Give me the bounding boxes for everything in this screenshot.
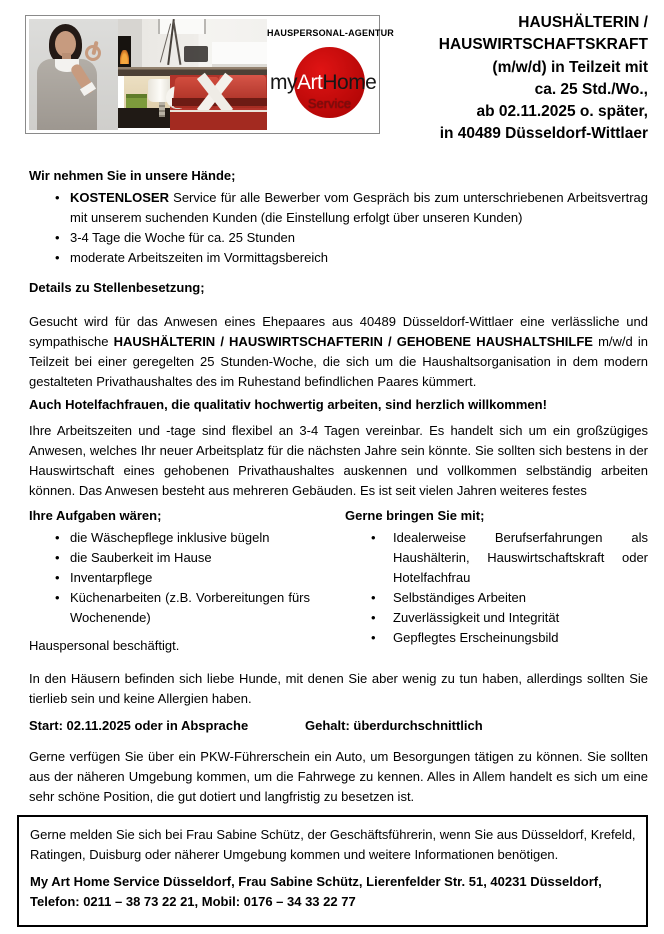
- paragraph-text: Gesucht wird für das Anwesen eines Ehepaares aus 40489 Düsseldorf-Wittlaer eine verlässliche und sympathische: [29, 314, 648, 349]
- qualifications-column: [345, 506, 648, 656]
- intro-heading: Wir nehmen Sie in unsere Hände;: [29, 168, 236, 183]
- agency-logo: [267, 19, 395, 130]
- list-item: [29, 188, 648, 228]
- two-column-section: [29, 506, 648, 656]
- list-item: • Selbständiges Arbeiten: [345, 588, 648, 608]
- banner-image: [25, 15, 395, 134]
- fireplace-flame: [120, 50, 129, 64]
- details-paragraph: [29, 312, 648, 392]
- logo-service-label: Service: [307, 96, 352, 111]
- skylight: [158, 19, 206, 34]
- tasks-list: [29, 528, 345, 628]
- logo-part-home: Home: [322, 71, 377, 94]
- hotel-highlight-line: Auch Hotelfachfrauen, die qualitativ hochwertig arbeiten, sind herzlich willkommen!: [29, 397, 547, 412]
- job-title-line: in 40489 Düsseldorf-Wittlaer: [439, 125, 648, 143]
- start-salary-line: [29, 716, 648, 736]
- details-heading: Details zu Stellenbesetzung;: [29, 280, 205, 295]
- red-duvet: [170, 110, 267, 130]
- dogs-paragraph: In den Häusern befinden sich liebe Hunde, mit denen Sie aber wenig zu tun haben, allerdings sollten Sie tierlieb sein und keine Allergien haben.: [29, 671, 648, 706]
- list-item: • moderate Arbeitszeiten im Vormittagsbereich: [29, 248, 648, 268]
- list-item: • die Sauberkeit im Hause: [29, 548, 345, 568]
- list-item: • 3-4 Tage die Woche für ca. 25 Stunden: [29, 228, 648, 248]
- bedroom-photo: [118, 19, 267, 130]
- job-title-line: HAUSWIRTSCHAFTSKRAFT: [438, 36, 648, 54]
- list-item: • Küchenarbeiten (z.B. Vorbereitungen fürs Wochenende): [29, 588, 345, 628]
- housekeeper-photo: [29, 19, 118, 130]
- body-content: [0, 166, 664, 807]
- list-item: • Gepflegtes Erscheinungsbild: [345, 628, 648, 648]
- working-hours-paragraph: Ihre Arbeitszeiten und -tage sind flexibel an 3-4 Tagen vereinbar. Es handelt sich um ein großzügiges Anwesen, welches Ihr neuer Arbeitsplatz für die nächsten Jahre sein könnte. Sie sollten sich bestens in der Hauswirtschaft eines gehobenen Privathaushaltes auskennen und vollkommen selbständig arbeiten können. Das Anwesen besteht aus mehreren Gebäuden. Es ist seit vielen Jahren weiteres festes: [29, 423, 648, 498]
- tasks-column: [29, 506, 345, 656]
- intro-list: [29, 188, 648, 268]
- tasks-heading: Ihre Aufgaben wären;: [29, 508, 162, 523]
- paragraph-text: m/w/d in Teilzeit bei einer geregelten 25 Stunden-Woche, die sich um die Haushaltsorganisation in dem modern gestalteten Privathaushaltes des im Ruhestand befindlichen Paares kümmert.: [29, 334, 649, 389]
- start-date-label: Start: 02.11.2025 oder in Absprache: [29, 718, 249, 733]
- job-title-line: ca. 25 Std./Wo.,: [534, 80, 648, 98]
- qualifications-list: [345, 528, 648, 648]
- lamp-stem: [159, 102, 165, 117]
- text-continuation: Hauspersonal beschäftigt.: [29, 638, 180, 653]
- agency-label: HAUSPERSONAL-AGENTUR: [267, 28, 395, 38]
- logo-part-art: Art: [297, 71, 323, 94]
- contact-box: [17, 815, 648, 927]
- job-title-line: ab 02.11.2025 o. später,: [476, 103, 648, 121]
- list-item: • Idealerweise Berufserfahrungen als Haushälterin, Hauswirtschaftskraft oder Hotelfachfrau: [345, 528, 648, 588]
- bullet-bold-word: KOSTENLOSER: [70, 190, 169, 205]
- job-title-line: (m/w/d) in Teilzeit mit: [492, 58, 648, 76]
- list-item: • Inventarpflege: [29, 568, 345, 588]
- job-title-line: HAUSHÄLTERIN /: [518, 14, 648, 31]
- list-item: • die Wäschepflege inklusive bügeln: [29, 528, 345, 548]
- contact-address: My Art Home Service Düsseldorf, Frau Sabine Schütz, Lierenfelder Str. 51, 40231 Düsseldorf, Telefon: 0211 – 38 73 22 21, Mobil: 0176 – 34 33 22 77: [30, 874, 602, 909]
- dining-chairs: [184, 46, 208, 62]
- logo-wordmark: [270, 71, 376, 95]
- logo-part-my: my: [270, 71, 297, 94]
- bullet-text: Service für alle Bewerber vom Gespräch bis zum unterschriebenen Arbeitsvertrag mit unserem suchenden Kunden (die Einstellung erfolgt über unseren Kunden): [70, 190, 648, 225]
- contact-intro: Gerne melden Sie sich bei Frau Sabine Schütz, der Geschäftsführerin, wenn Sie aus Düsseldorf, Krefeld, Ratingen, Duisburg oder näherer Umgebung kommen und weitere Informationen benötigen.: [30, 827, 636, 862]
- qualifications-heading: Gerne bringen Sie mit;: [345, 508, 485, 523]
- car-paragraph: Gerne verfügen Sie über ein PKW-Führerschein ein Auto, um Besorgungen tätigen zu können. Sie sollten aus der näheren Umgebung kommen, um die Fahrwege zu kennen. Alles in Allem handelt es sich um eine sehr schöne Position, die gut dotiert und langfristig zu besetzen ist.: [29, 749, 648, 804]
- salary-label: Gehalt: überdurchschnittlich: [305, 718, 483, 733]
- kitchen-counter: [212, 42, 267, 67]
- header: [0, 0, 664, 151]
- paragraph-bold-text: HAUSHÄLTERIN / HAUSWIRTSCHAFTERIN / GEHOBENE HAUSHALTSHILFE: [113, 334, 593, 349]
- list-item: • Zuverlässigkeit und Integrität: [345, 608, 648, 628]
- job-title: [439, 12, 648, 146]
